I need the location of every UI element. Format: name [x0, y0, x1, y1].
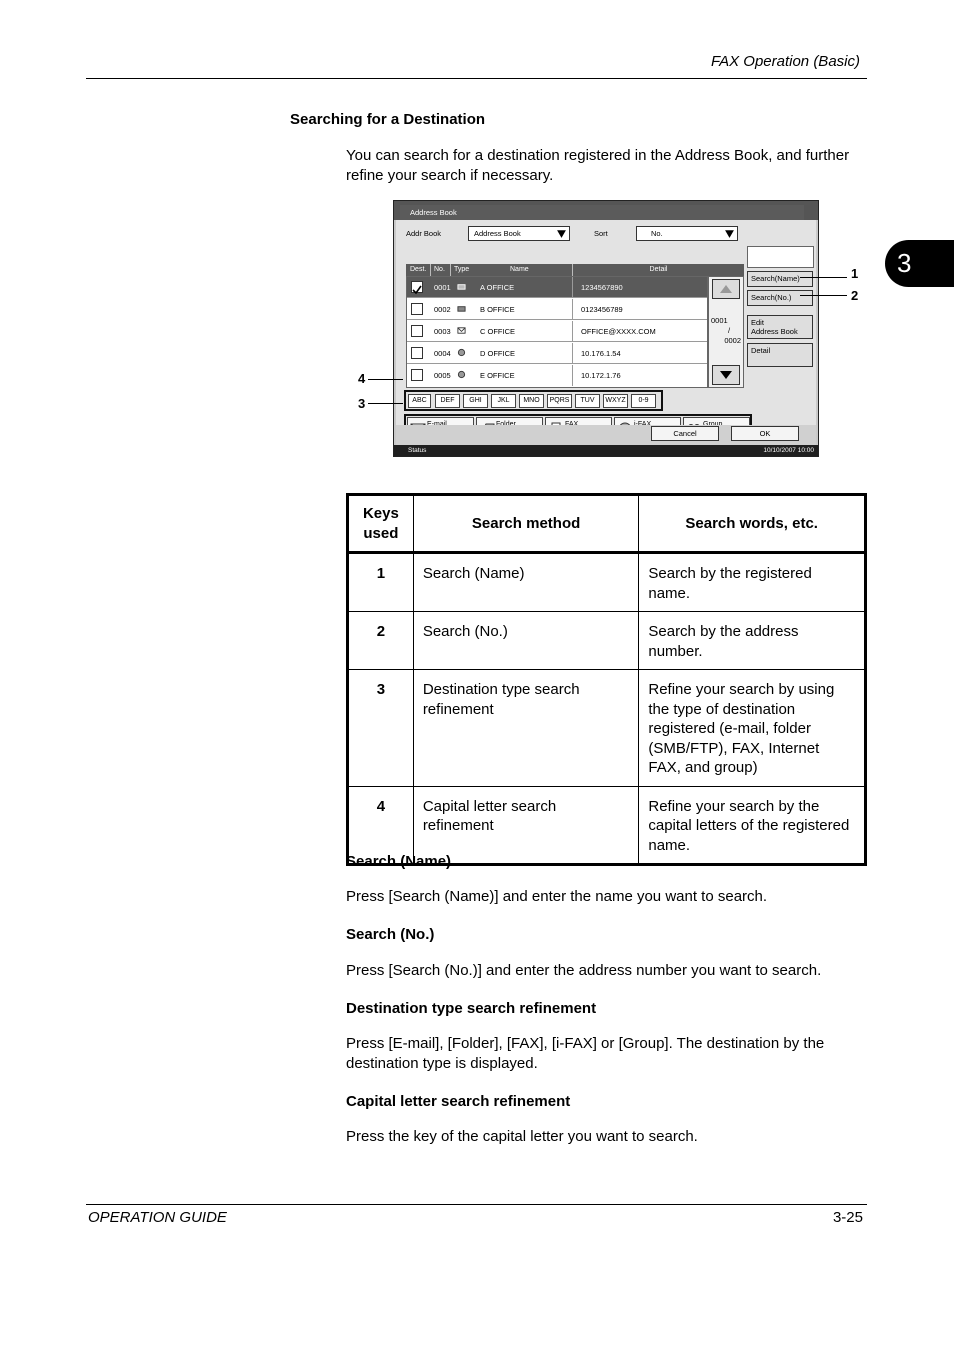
alpha-key[interactable]: TUV	[575, 394, 600, 408]
destination-list	[406, 276, 708, 388]
status-bar	[394, 445, 818, 456]
email-type-icon	[457, 326, 466, 335]
list-item[interactable]	[407, 365, 707, 386]
col-type: Type	[450, 264, 469, 276]
sort-value: No.	[651, 229, 663, 238]
addr-book-value: Address Book	[474, 229, 521, 238]
checkbox[interactable]	[411, 325, 423, 337]
words-cell: Search by the registered name.	[639, 553, 866, 612]
checkbox[interactable]	[411, 347, 423, 359]
scroll-up-button[interactable]	[712, 279, 740, 299]
screen-body	[396, 220, 816, 425]
row-detail: 0123456789	[572, 299, 707, 320]
callout-line-1	[800, 277, 847, 278]
capital-letter-keys	[404, 390, 663, 411]
col-name: Name	[510, 266, 529, 273]
ok-button[interactable]: OK	[731, 426, 799, 441]
words-cell: Refine your search by using the type of destination registered (e-mail, folder (SMB/FTP), FAX, Internet FAX, and group)	[639, 670, 866, 787]
running-header: FAX Operation (Basic)	[711, 53, 860, 70]
checkbox[interactable]	[411, 369, 423, 381]
row-number: 0004	[434, 349, 451, 358]
search-no-button[interactable]: Search(No.)	[747, 290, 813, 306]
cancel-button[interactable]: Cancel	[651, 426, 719, 441]
search-name-button[interactable]: Search(Name)	[747, 271, 813, 287]
page-separator: /	[727, 326, 731, 335]
table-row	[348, 612, 866, 670]
section-heading: Searching for a Destination	[290, 111, 486, 128]
row-detail: 10.172.1.76	[572, 365, 707, 386]
words-cell: Search by the address number.	[639, 612, 866, 670]
subsection-text-dest-type: Press [E-mail], [Folder], [FAX], [i-FAX] or [Group]. The destination by the destination type is displayed.	[346, 1035, 825, 1072]
fax-type-icon	[457, 304, 466, 313]
screen-title-bar	[394, 201, 818, 220]
header-keys-line1: Keys	[362, 505, 399, 522]
ifax-type-icon	[457, 348, 466, 357]
dropdown-arrow-icon	[724, 228, 735, 239]
row-number: 0005	[434, 371, 451, 380]
list-item[interactable]	[407, 343, 707, 364]
method-cell: Search (No.)	[413, 612, 639, 670]
footer-guide-title: OPERATION GUIDE	[88, 1209, 227, 1226]
row-name: B OFFICE	[480, 305, 515, 314]
callout-line-4	[368, 379, 403, 380]
header-search-words: Search words, etc.	[639, 495, 866, 553]
list-item[interactable]	[407, 277, 707, 298]
alpha-key[interactable]: MNO	[519, 394, 544, 408]
sort-select[interactable]	[636, 226, 738, 241]
ifax-type-icon	[457, 370, 466, 379]
search-keys-table	[346, 493, 867, 866]
subsection-heading-capital: Capital letter search refinement	[346, 1093, 571, 1110]
alpha-key[interactable]: DEF	[435, 394, 460, 408]
chapter-tab: 3	[885, 240, 954, 287]
checkbox[interactable]	[411, 303, 423, 315]
detail-button[interactable]: Detail	[747, 343, 813, 367]
sort-label: Sort	[594, 229, 608, 238]
page-indicator	[709, 316, 743, 346]
page-number: 3-25	[832, 1209, 863, 1226]
callout-line-3	[368, 403, 403, 404]
table-row	[348, 553, 866, 612]
method-cell: Destination type search refinement	[413, 670, 639, 787]
header-keys-line2: used	[363, 524, 399, 542]
edit-label: Edit	[751, 318, 764, 327]
callout-4: 4	[358, 371, 366, 386]
alpha-key[interactable]: GHI	[463, 394, 488, 408]
checkbox[interactable]	[411, 281, 423, 293]
row-detail: 1234567890	[572, 277, 707, 298]
edit-address-book-button[interactable]	[747, 315, 813, 339]
subsection-text-capital: Press the key of the capital letter you want to search.	[346, 1128, 698, 1145]
callout-line-2	[800, 295, 847, 296]
intro-paragraph: You can search for a destination registered in the Address Book, and further refine your search if necessary.	[346, 147, 850, 184]
screen-title: Address Book	[400, 205, 804, 220]
key-cell: 3	[348, 670, 414, 787]
col-detail: Detail	[572, 264, 744, 276]
address-book-label: Address Book	[751, 327, 798, 336]
table-row	[348, 670, 866, 787]
subsection-heading-search-no: Search (No.)	[346, 926, 435, 943]
search-entry-box[interactable]	[747, 246, 814, 268]
key-cell: 1	[348, 553, 414, 612]
list-item[interactable]	[407, 321, 707, 342]
alpha-key[interactable]: 0-9	[631, 394, 656, 408]
col-dest: Dest.	[410, 266, 427, 273]
row-detail: OFFICE@XXXX.COM	[572, 321, 707, 342]
status-label: Status	[408, 447, 427, 454]
row-number: 0002	[434, 305, 451, 314]
row-number: 0001	[434, 283, 451, 292]
check-icon	[412, 285, 422, 295]
row-number: 0003	[434, 327, 451, 336]
method-cell: Search (Name)	[413, 553, 639, 612]
row-name: D OFFICE	[480, 349, 515, 358]
list-header	[406, 264, 744, 276]
dropdown-arrow-icon	[556, 228, 567, 239]
callout-1: 1	[851, 266, 859, 281]
subsection-text-search-no: Press [Search (No.)] and enter the address number you want to search.	[346, 962, 822, 979]
row-detail: 10.176.1.54	[572, 343, 707, 364]
status-datetime: 10/10/2007 10:00	[763, 447, 814, 454]
subsection-text-search-name: Press [Search (Name)] and enter the name you want to search.	[346, 888, 768, 905]
list-scrollbar	[708, 276, 744, 388]
addr-book-select[interactable]	[468, 226, 570, 241]
row-name: E OFFICE	[480, 371, 515, 380]
page-current: 0001	[711, 316, 728, 325]
page-total: 0002	[724, 336, 741, 345]
address-book-screenshot	[393, 200, 819, 457]
words-cell: Refine your search by the capital letters of the registered name.	[639, 786, 866, 865]
row-name: A OFFICE	[480, 283, 515, 292]
callout-2: 2	[851, 288, 859, 303]
scroll-down-button[interactable]	[712, 365, 740, 385]
method-cell: Capital letter search refinement	[413, 786, 639, 865]
footer-rule	[86, 1204, 867, 1205]
alpha-key[interactable]: PQRS	[547, 394, 572, 408]
alpha-key[interactable]: JKL	[491, 394, 516, 408]
header-keys-used	[348, 495, 414, 553]
alpha-key[interactable]: ABC	[408, 394, 431, 408]
alpha-key[interactable]: WXYZ	[603, 394, 628, 408]
list-item[interactable]	[407, 299, 707, 320]
header-search-method: Search method	[413, 495, 639, 553]
key-cell: 2	[348, 612, 414, 670]
screen-footer	[396, 425, 816, 445]
up-arrow-icon	[713, 280, 739, 298]
row-name: C OFFICE	[480, 327, 515, 336]
col-no: No.	[430, 264, 445, 276]
fax-type-icon	[457, 282, 466, 291]
down-arrow-icon	[713, 366, 739, 384]
callout-3: 3	[358, 396, 366, 411]
header-rule	[86, 78, 867, 79]
subsection-heading-search-name: Search (Name)	[346, 853, 452, 870]
addr-book-label: Addr Book	[406, 229, 442, 238]
subsection-heading-dest-type: Destination type search refinement	[346, 1000, 597, 1017]
key-cell: 4	[348, 786, 414, 865]
